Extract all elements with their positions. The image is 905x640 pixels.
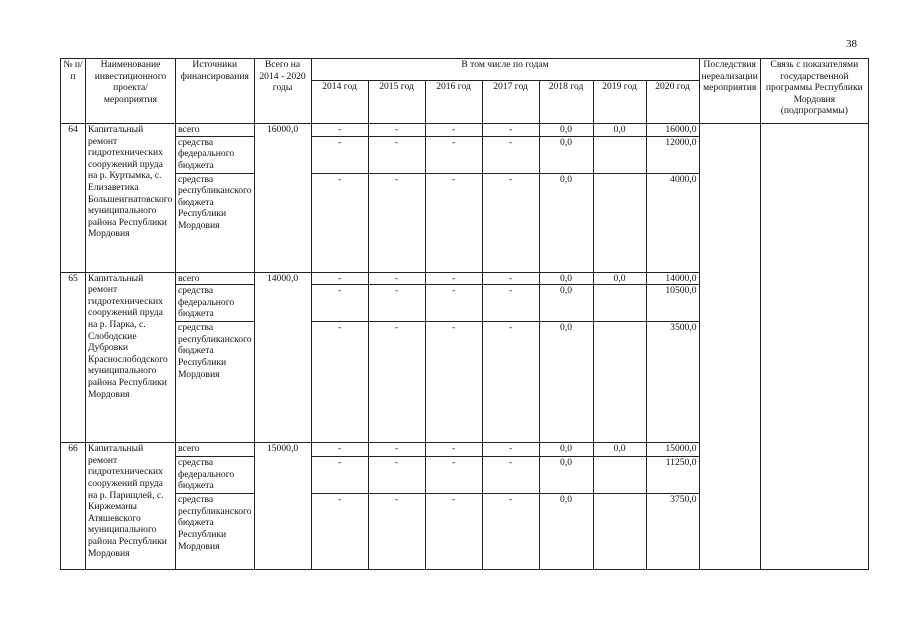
header-year: 2020 год (646, 81, 699, 124)
value-cell: - (368, 272, 425, 285)
source-cell: средства федерального бюджета (176, 136, 255, 173)
value-cell: - (368, 457, 425, 494)
value-cell: - (482, 173, 539, 272)
total-cell: 16000,0 (254, 124, 311, 273)
value-cell: - (311, 272, 368, 285)
value-cell: 16000,0 (646, 124, 699, 137)
source-cell: всего (176, 443, 255, 457)
value-cell: - (425, 457, 482, 494)
value-cell: - (425, 443, 482, 457)
header-year: 2019 год (593, 81, 646, 124)
value-cell: - (311, 285, 368, 322)
value-cell: 3750,0 (646, 494, 699, 570)
value-cell: 14000,0 (646, 272, 699, 285)
header-by-years: В том числе по годам (311, 59, 699, 81)
value-cell: - (368, 285, 425, 322)
header-link: Связь с показателями государственной программы Республики Мордовия (подпрограммы) (760, 59, 868, 124)
row-number: 66 (61, 443, 86, 570)
value-cell: 0,0 (593, 124, 646, 137)
value-cell: 0,0 (593, 272, 646, 285)
value-cell: - (482, 494, 539, 570)
consequences-cell (699, 124, 760, 570)
value-cell (593, 285, 646, 322)
value-cell: 12000,0 (646, 136, 699, 173)
value-cell: 0,0 (539, 124, 593, 137)
value-cell: - (311, 136, 368, 173)
value-cell: - (368, 494, 425, 570)
source-cell: средства республиканского бюджета Республики Мордовия (176, 173, 255, 272)
page-number: 38 (846, 38, 857, 50)
source-cell: средства республиканского бюджета Республики Мордовия (176, 322, 255, 443)
value-cell: 0,0 (539, 322, 593, 443)
header-year: 2018 год (539, 81, 593, 124)
value-cell: 4000,0 (646, 173, 699, 272)
value-cell: - (311, 124, 368, 137)
value-cell: - (482, 124, 539, 137)
project-name: Капитальный ремонт гидротехнических сооружений пруда на р. Парищлей, с. Киржеманы Атяшевского муниципального района Республики Мордовия (86, 443, 176, 570)
value-cell: - (311, 494, 368, 570)
header-total: Всего на 2014 - 2020 годы (254, 59, 311, 124)
row-number: 64 (61, 124, 86, 273)
value-cell: - (425, 272, 482, 285)
header-year: 2017 год (482, 81, 539, 124)
header-consequences: Последствия нереализации мероприятия (699, 59, 760, 124)
value-cell (593, 457, 646, 494)
value-cell: - (425, 136, 482, 173)
value-cell: - (425, 494, 482, 570)
value-cell: 0,0 (539, 173, 593, 272)
table-row (61, 124, 869, 137)
value-cell: - (425, 173, 482, 272)
value-cell: - (311, 443, 368, 457)
value-cell: - (368, 443, 425, 457)
total-cell: 14000,0 (254, 272, 311, 443)
value-cell: 3500,0 (646, 322, 699, 443)
row-number: 65 (61, 272, 86, 443)
value-cell: - (482, 322, 539, 443)
header-year: 2014 год (311, 81, 368, 124)
value-cell: 0,0 (539, 136, 593, 173)
value-cell: - (368, 124, 425, 137)
link-cell (760, 124, 868, 570)
value-cell: 0,0 (539, 457, 593, 494)
header-num: № п/п (61, 59, 86, 124)
value-cell: 0,0 (539, 285, 593, 322)
value-cell: 0,0 (539, 443, 593, 457)
value-cell: - (311, 322, 368, 443)
value-cell: - (311, 173, 368, 272)
source-cell: средства федерального бюджета (176, 285, 255, 322)
value-cell: - (368, 173, 425, 272)
value-cell: - (482, 457, 539, 494)
value-cell: 0,0 (593, 443, 646, 457)
header-sources: Источники финансирования (176, 59, 255, 124)
value-cell: 0,0 (539, 494, 593, 570)
value-cell: - (482, 136, 539, 173)
value-cell: - (425, 322, 482, 443)
value-cell (593, 494, 646, 570)
value-cell (593, 136, 646, 173)
value-cell: - (482, 285, 539, 322)
total-cell: 15000,0 (254, 443, 311, 570)
value-cell: - (425, 285, 482, 322)
value-cell: - (311, 457, 368, 494)
source-cell: средства республиканского бюджета Республики Мордовия (176, 494, 255, 570)
header-year: 2016 год (425, 81, 482, 124)
source-cell: средства федерального бюджета (176, 457, 255, 494)
header-year: 2015 год (368, 81, 425, 124)
value-cell: - (482, 443, 539, 457)
header-name: Наименование инвестиционного проекта/ мероприятия (86, 59, 176, 124)
value-cell (593, 173, 646, 272)
value-cell (593, 322, 646, 443)
source-cell: всего (176, 124, 255, 137)
investment-table (60, 58, 869, 570)
source-cell: всего (176, 272, 255, 285)
value-cell: 11250,0 (646, 457, 699, 494)
value-cell: - (425, 124, 482, 137)
project-name: Капитальный ремонт гидротехнических сооружений пруда на р. Куртымка, с. Елизаветика Большеигнатовского муниципального района Республики Мордовия (86, 124, 176, 273)
value-cell: - (482, 272, 539, 285)
value-cell: 15000,0 (646, 443, 699, 457)
value-cell: 0,0 (539, 272, 593, 285)
value-cell: 10500,0 (646, 285, 699, 322)
project-name: Капитальный ремонт гидротехнических сооружений пруда на р. Парка, с. Слободские Дубровки Краснослободского муниципального района Республики Мордовия (86, 272, 176, 443)
value-cell: - (368, 322, 425, 443)
value-cell: - (368, 136, 425, 173)
